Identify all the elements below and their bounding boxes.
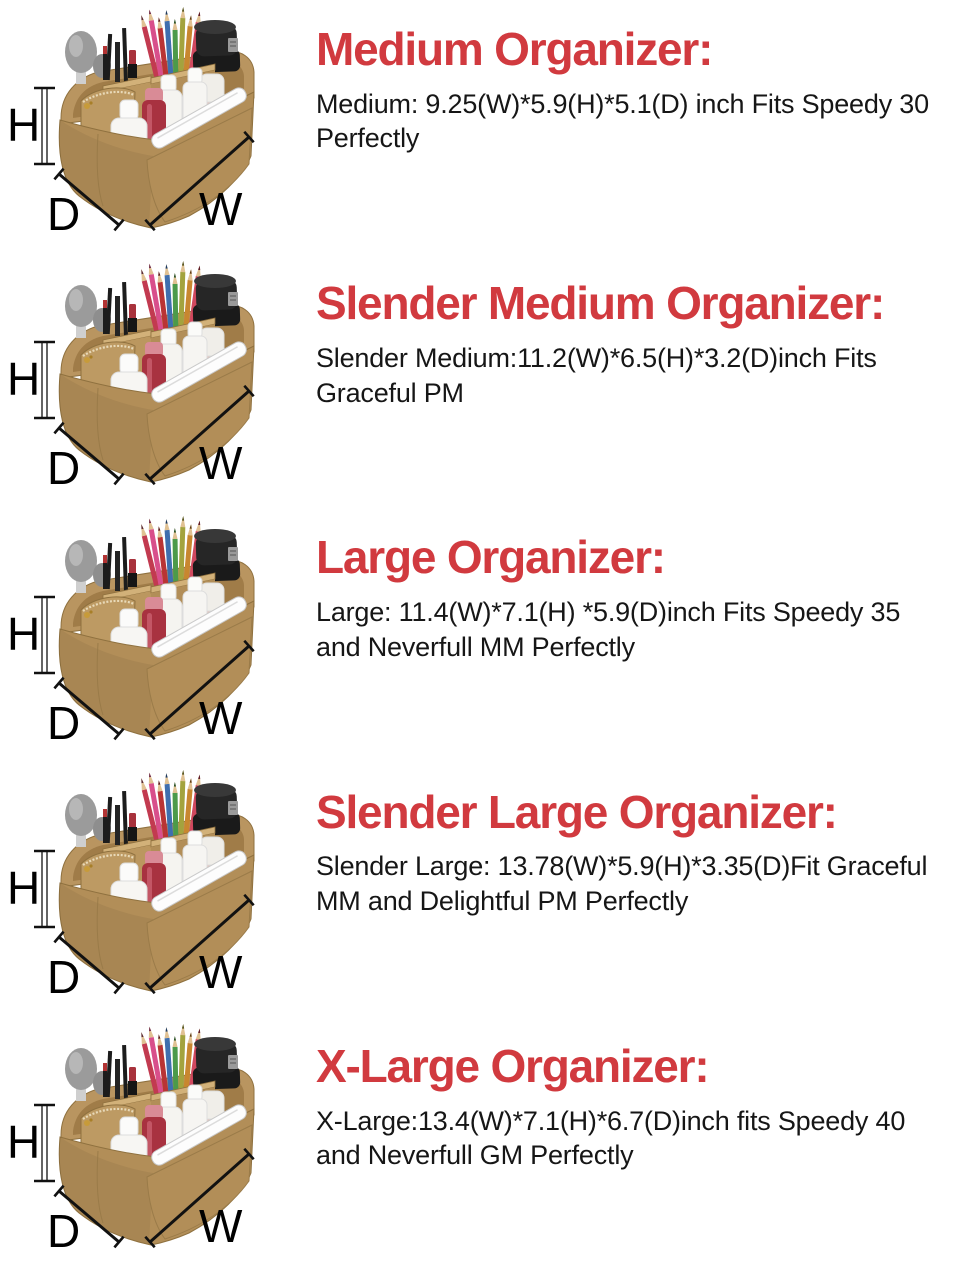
organizer-photo <box>0 508 306 762</box>
organizer-text-block <box>306 1017 956 1271</box>
organizer-heading: X-Large Organizer: <box>316 1039 709 1092</box>
organizer-section-x-large <box>0 1017 956 1271</box>
organizer-description: Large: 11.4(W)*7.1(H) *5.9(D)inch Fits Speedy 35 and Neverfull MM Perfectly <box>316 597 901 662</box>
organizer-text-block <box>306 0 956 254</box>
organizer-photo <box>0 0 306 254</box>
organizer-section-large <box>0 508 956 762</box>
organizer-photo <box>0 1017 306 1271</box>
organizer-section-slender-large <box>0 763 956 1017</box>
organizer-description: Slender Medium:11.2(W)*6.5(H)*3.2(D)inch Fits Graceful PM <box>316 343 877 408</box>
organizer-section-medium <box>0 0 956 254</box>
organizer-text-block <box>306 508 956 762</box>
organizer-description: X-Large:13.4(W)*7.1(H)*6.7(D)inch fits Speedy 40 and Neverfull GM Perfectly <box>316 1105 906 1171</box>
organizer-text-block <box>306 254 956 508</box>
organizer-description: Slender Large: 13.78(W)*5.9(H)*3.35(D)Fit Graceful MM and Delightful PM Perfectly <box>316 851 928 916</box>
organizer-photo <box>0 763 306 1017</box>
organizer-text-block <box>306 763 956 1017</box>
organizer-heading: Medium Organizer: <box>316 23 713 75</box>
organizer-heading: Slender Large Organizer: <box>316 785 837 838</box>
organizer-heading: Slender Medium Organizer: <box>316 277 885 330</box>
organizer-heading: Large Organizer: <box>316 531 665 584</box>
organizer-photo <box>0 254 306 508</box>
organizer-section-slender-medium <box>0 254 956 508</box>
organizer-description: Medium: 9.25(W)*5.9(H)*5.1(D) inch Fits Speedy 30 Perfectly <box>316 88 929 154</box>
